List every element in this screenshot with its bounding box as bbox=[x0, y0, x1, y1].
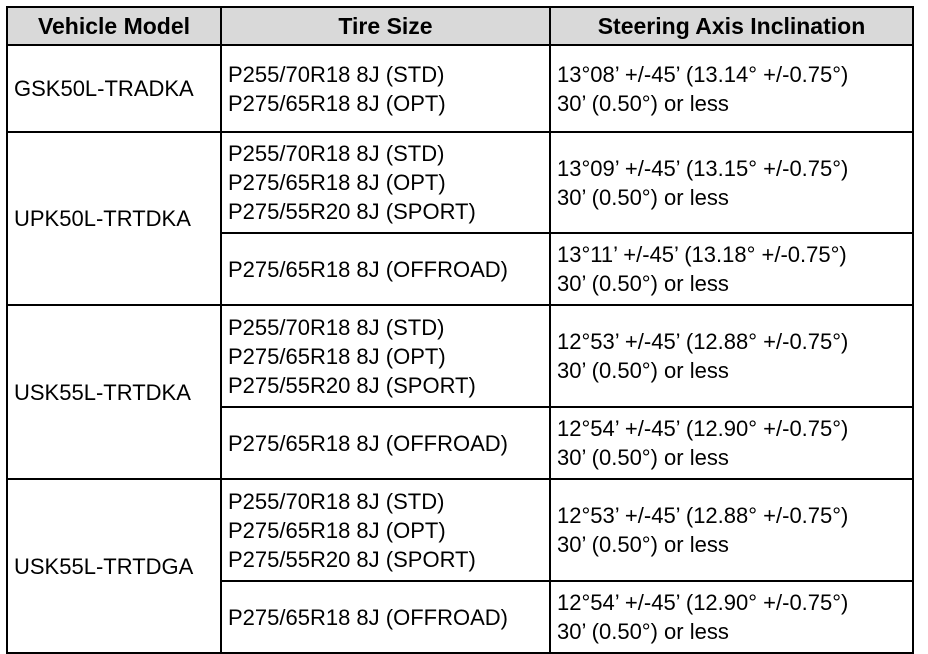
tire-size-line: P275/65R18 8J (OPT) bbox=[228, 90, 446, 116]
header-vehicle-model: Vehicle Model bbox=[7, 7, 221, 45]
vehicle-model-cell: UPK50L-TRTDKA bbox=[7, 132, 221, 305]
cross-difference-line: 30’ (0.50°) or less bbox=[557, 445, 729, 470]
inclination-value-line: 12°53’ +/-45’ (12.88° +/-0.75°) bbox=[557, 503, 849, 528]
inclination-value-line: 12°54’ +/-45’ (12.90° +/-0.75°) bbox=[557, 590, 849, 615]
inclination-value-line: 13°11’ +/-45’ (13.18° +/-0.75°) bbox=[557, 242, 847, 267]
inclination-value-line: 13°08’ +/-45’ (13.14° +/-0.75°) bbox=[557, 61, 849, 87]
tire-size-line: P275/55R20 8J (SPORT) bbox=[228, 372, 476, 398]
table-row bbox=[7, 45, 913, 132]
tire-size-cell bbox=[221, 132, 550, 233]
tire-size-cell bbox=[221, 233, 550, 305]
header-row bbox=[7, 7, 913, 45]
header-steering-axis-inclination: Steering Axis Inclination bbox=[550, 7, 913, 45]
tire-size-cell bbox=[221, 407, 550, 479]
cross-difference-line: 30’ (0.50°) or less bbox=[557, 271, 729, 296]
table-row bbox=[7, 132, 913, 233]
cross-difference-line: 30’ (0.50°) or less bbox=[557, 619, 729, 644]
tire-size-cell bbox=[221, 45, 550, 132]
tire-size-line: P275/65R18 8J (OPT) bbox=[228, 517, 446, 543]
vehicle-model-cell: GSK50L-TRADKA bbox=[7, 45, 221, 132]
cross-difference-line: 30’ (0.50°) or less bbox=[557, 184, 729, 210]
inclination-value-line: 12°54’ +/-45’ (12.90° +/-0.75°) bbox=[557, 416, 849, 441]
steering-axis-inclination-cell bbox=[550, 45, 913, 132]
steering-axis-inclination-cell bbox=[550, 581, 913, 653]
table-row bbox=[7, 305, 913, 407]
tire-size-line: P275/65R18 8J (OFFROAD) bbox=[228, 256, 508, 282]
cross-difference-line: 30’ (0.50°) or less bbox=[557, 90, 729, 116]
tire-size-line: P255/70R18 8J (STD) bbox=[228, 141, 445, 166]
tire-size-line: P275/55R20 8J (SPORT) bbox=[228, 199, 476, 224]
header-tire-size: Tire Size bbox=[221, 7, 550, 45]
inclination-value-line: 12°53’ +/-45’ (12.88° +/-0.75°) bbox=[557, 329, 849, 354]
steering-axis-inclination-cell bbox=[550, 233, 913, 305]
tire-size-line: P275/65R18 8J (OFFROAD) bbox=[228, 604, 508, 630]
vehicle-model-cell: USK55L-TRTDKA bbox=[7, 305, 221, 479]
tire-size-line: P255/70R18 8J (STD) bbox=[228, 488, 445, 514]
tire-size-line: P275/55R20 8J (SPORT) bbox=[228, 546, 476, 572]
tire-size-line: P275/65R18 8J (OFFROAD) bbox=[228, 430, 508, 456]
tire-size-line: P275/65R18 8J (OPT) bbox=[228, 170, 446, 195]
table-body bbox=[7, 45, 913, 653]
tire-size-cell bbox=[221, 305, 550, 407]
steering-axis-inclination-cell bbox=[550, 407, 913, 479]
tire-size-cell bbox=[221, 581, 550, 653]
tire-size-line: P275/65R18 8J (OPT) bbox=[228, 343, 446, 369]
steering-axis-inclination-cell bbox=[550, 305, 913, 407]
vehicle-model-cell: USK55L-TRTDGA bbox=[7, 479, 221, 653]
inclination-value-line: 13°09’ +/-45’ (13.15° +/-0.75°) bbox=[557, 155, 849, 181]
tire-size-line: P255/70R18 8J (STD) bbox=[228, 314, 445, 340]
steering-axis-inclination-table bbox=[6, 6, 914, 654]
cross-difference-line: 30’ (0.50°) or less bbox=[557, 358, 729, 383]
tire-size-cell bbox=[221, 479, 550, 581]
cross-difference-line: 30’ (0.50°) or less bbox=[557, 532, 729, 557]
tire-size-line: P255/70R18 8J (STD) bbox=[228, 61, 445, 87]
table-row bbox=[7, 479, 913, 581]
steering-axis-inclination-cell bbox=[550, 132, 913, 233]
steering-axis-inclination-cell bbox=[550, 479, 913, 581]
